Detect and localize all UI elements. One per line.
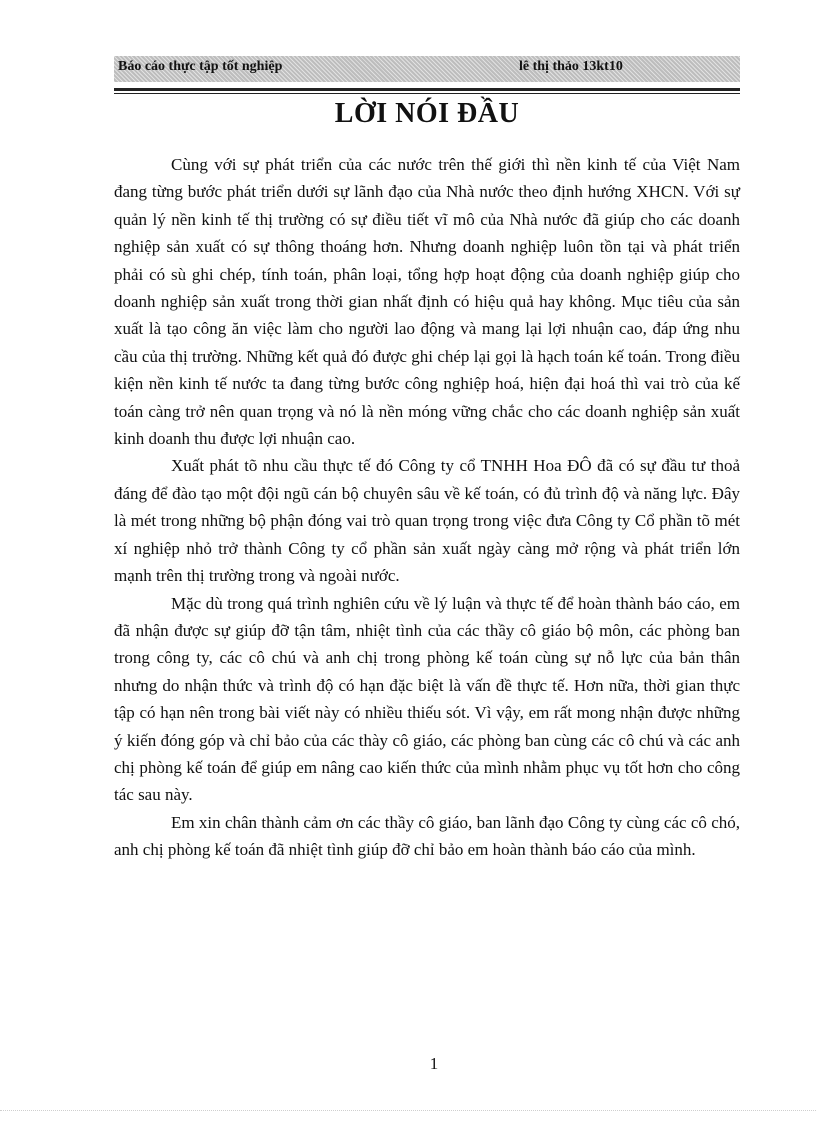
- footer-divider: [0, 1110, 816, 1112]
- page-number: 1: [429, 1054, 439, 1073]
- header-report-title: Báo cáo thực tập tốt nghiệp: [118, 59, 283, 74]
- paragraph-2: Xuất phát tõ nhu cầu thực tế đó Công ty cổ TNHH Hoa ĐÔ đã có sự đầu tư thoả đáng để đào tạo một đội ngũ cán bộ chuyên sâu về kế toán, có đủ trình độ và năng lực. Đây là mét trong những bộ phận đóng vai trò quan trọng trong việc đưa Công ty Cổ phần tõ mét xí nghiệp nhỏ trở thành Công ty cổ phần sản xuất ngày càng mở rộng và phát triển lớn mạnh trên thị trường trong và ngoài nước.: [114, 456, 740, 586]
- body-text: [114, 151, 740, 864]
- header-rule-thin: [114, 93, 740, 94]
- page-title: LỜI NÓI ĐẦU: [334, 98, 520, 129]
- header-author: lê thị thảo 13kt10: [519, 59, 623, 74]
- paragraph-3: Mặc dù trong quá trình nghiên cứu về lý luận và thực tế để hoàn thành báo cáo, em đã nhận được sự giúp đỡ tận tâm, nhiệt tình của các thầy cô giáo bộ môn, các phòng ban trong công ty, các cô chú và anh chị trong phòng kế toán cùng sự nỗ lực của bản thân nhưng do nhận thức và trình độ có hạn đặc biệt là vấn đề thực tế. Hơn nữa, thời gian thực tập có hạn nên trong bài viết này có nhiều thiếu sót. Vì vậy, em rất mong nhận được những ý kiến đóng góp và chỉ bảo của các thày cô giáo, các phòng ban cùng các cô chú và các anh chị phòng kế toán để giúp em nâng cao kiến thức của mình nhằm phục vụ tốt hơn cho công tác sau này.: [114, 593, 740, 805]
- paragraph-4: Em xin chân thành cảm ơn các thầy cô giáo, ban lãnh đạo Công ty cùng các cô chó, anh chị phòng kế toán đã nhiệt tình giúp đỡ chỉ bảo em hoàn thành báo cáo của mình.: [114, 812, 740, 860]
- header-rule-thick: [114, 88, 740, 91]
- paragraph-1: Cùng với sự phát triển của các nước trên thế giới thì nền kinh tế của Việt Nam đang từng bước phát triển dưới sự lãnh đạo của Nhà nước theo định hướng XHCN. Với sự quản lý nền kinh tế thị trường có sự điều tiết vĩ mô của Nhà nước đã giúp cho các doanh nghiệp sản xuất có sự thông thoáng hơn. Nhưng doanh nghiệp luôn tồn tại và phát triển phải có sù ghi chép, tính toán, phân loại, tổng hợp hoạt động của doanh nghiệp giúp cho doanh nghiệp sản xuất trong thời gian nhất định có hiệu quả hay không. Mục tiêu của sản xuất là tạo công ăn việc làm cho người lao động và mang lại lợi nhuận cao, đáp ứng nhu cầu của thị trường. Những kết quả đó được ghi chép lại gọi là hạch toán kế toán. Trong điều kiện nền kinh tế nước ta đang từng bước công nghiệp hoá, hiện đại hoá thì vai trò của kế toán càng trở nên quan trọng và nó là nền móng vững chắc cho các doanh nghiệp sản xuất kinh doanh thu được lợi nhuận cao.: [114, 155, 740, 449]
- running-header: [114, 56, 740, 82]
